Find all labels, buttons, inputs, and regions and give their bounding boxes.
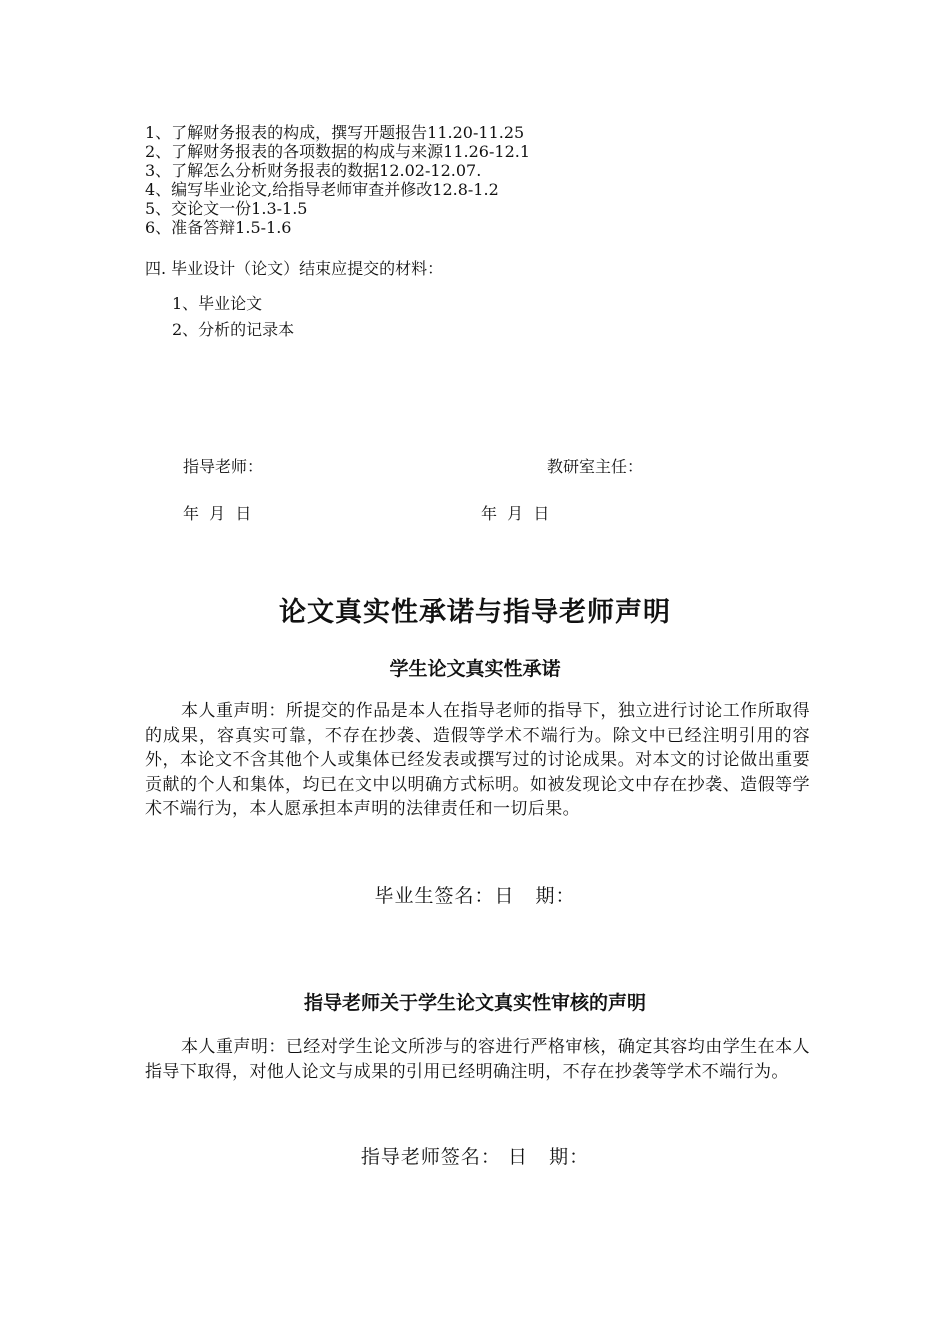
- schedule-item: 4、编写毕业论文,给指导老师审查并修改12.8-1.2: [145, 180, 499, 199]
- advisor-signature-label: 指导老师：: [183, 457, 264, 476]
- advisor-declaration-heading: 指导老师关于学生论文真实性审核的声明: [303, 992, 646, 1014]
- schedule-item: 6、准备答辩1.5-1.6: [145, 218, 292, 237]
- student-pledge-heading: 学生论文真实性承诺: [389, 658, 561, 680]
- schedule-item: 3、了解怎么分析财务报表的数据12.02-12.07.: [145, 161, 482, 180]
- student-pledge-body: 本人重声明：所提交的作品是本人在指导老师的指导下，独立进行讨论工作所取得的成果，容真实可靠，不存在抄袭、造假等学术不端行为。除文中已经注明引用的容外，本论文不含其他个人或集体已经发表或撰写过的讨论成果。对本文的讨论做出重要贡献的个人和集体，均已在文中以明确方式标明。如被发现论文中存在抄袭、造假等学术不端行为，本人愿承担本声明的法律责任和一切后果。: [145, 701, 810, 819]
- schedule-item: 5、交论文一份1.3-1.5: [145, 199, 308, 218]
- schedule-item: 2、了解财务报表的各项数据的构成与来源11.26-12.1: [145, 142, 531, 161]
- director-signature-label: 教研室主任：: [547, 457, 644, 476]
- graduate-signature-line: 毕业生签名：日 期：: [374, 885, 576, 907]
- materials-list: [172, 291, 294, 343]
- advisor-declaration-body: 本人重声明：已经对学生论文所涉与的容进行严格审核，确定其容均由学生在本人指导下取得，对他人论文与成果的引用已经明确注明，不存在抄袭等学术不端行为。: [145, 1037, 810, 1082]
- materials-item: 1、毕业论文: [172, 294, 263, 313]
- materials-heading: 四. 毕业设计（论文）结束应提交的材料：: [145, 259, 444, 278]
- schedule-item: 1、了解财务报表的构成，撰写开题报告11.20-11.25: [145, 123, 525, 142]
- schedule-list: [145, 123, 530, 237]
- materials-item: 2、分析的记录本: [172, 320, 295, 339]
- advisor-signature-line: 指导老师签名： 日 期：: [360, 1146, 590, 1168]
- declaration-title: 论文真实性承诺与指导老师声明: [279, 597, 671, 628]
- advisor-date-label: 年 月 日: [183, 504, 252, 523]
- director-date-label: 年 月 日: [481, 504, 550, 523]
